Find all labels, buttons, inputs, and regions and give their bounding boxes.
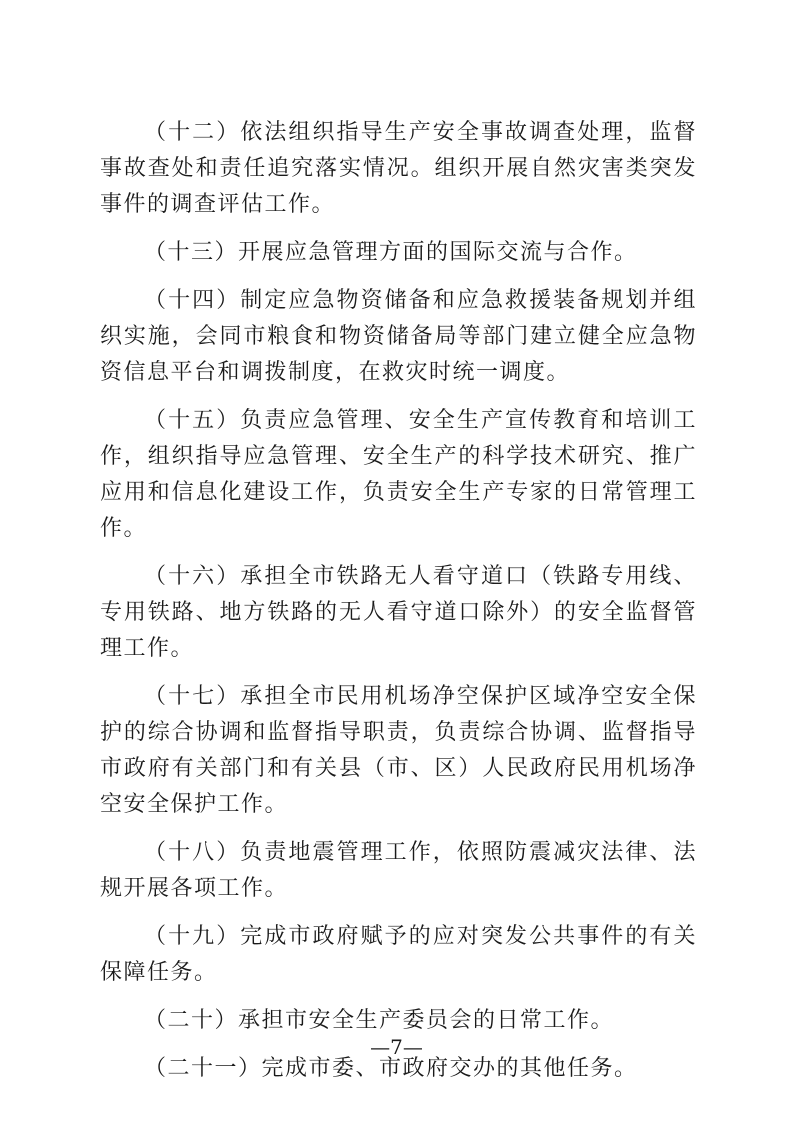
paragraph-item-19: （十九）完成市政府赋予的应对突发公共事件的有关保障任务。	[100, 924, 697, 985]
paragraph-item-17: （十七）承担全市民用机场净空保护区域净空安全保护的综合协调和监督指导职责，负责综合协调、监督指导市政府有关部门和有关县（市、区）人民政府民用机场净空安全保护工作。	[100, 684, 697, 817]
paragraph-item-21: （二十一）完成市委、市政府交办的其他任务。	[144, 1056, 638, 1081]
paragraph-item-14: （十四）制定应急物资储备和应急救援装备规划并组织实施，会同市粮食和物资储备局等部门建立健全应急物资信息平台和调拨制度，在救灾时统一调度。	[100, 288, 697, 385]
paragraph-item-13: （十三）开展应急管理方面的国际交流与合作。	[144, 240, 638, 265]
paragraph-item-12: （十二）依法组织指导生产安全事故调查处理，监督事故查处和责任追究落实情况。组织开展自然灾害类突发事件的调查评估工作。	[100, 120, 697, 217]
page-number: —7—	[370, 1035, 423, 1059]
paragraph-item-18: （十八）负责地震管理工作，依照防震减灾法律、法规开展各项工作。	[100, 840, 697, 901]
paragraph-item-15: （十五）负责应急管理、安全生产宣传教育和培训工作，组织指导应急管理、安全生产的科学技术研究、推广应用和信息化建设工作，负责安全生产专家的日常管理工作。	[100, 408, 697, 541]
document-body	[100, 115, 697, 1099]
paragraph-item-20: （二十）承担市安全生产委员会的日常工作。	[144, 1008, 615, 1033]
paragraph-item-16: （十六）承担全市铁路无人看守道口（铁路专用线、专用铁路、地方铁路的无人看守道口除外）的安全监督管理工作。	[100, 564, 697, 661]
